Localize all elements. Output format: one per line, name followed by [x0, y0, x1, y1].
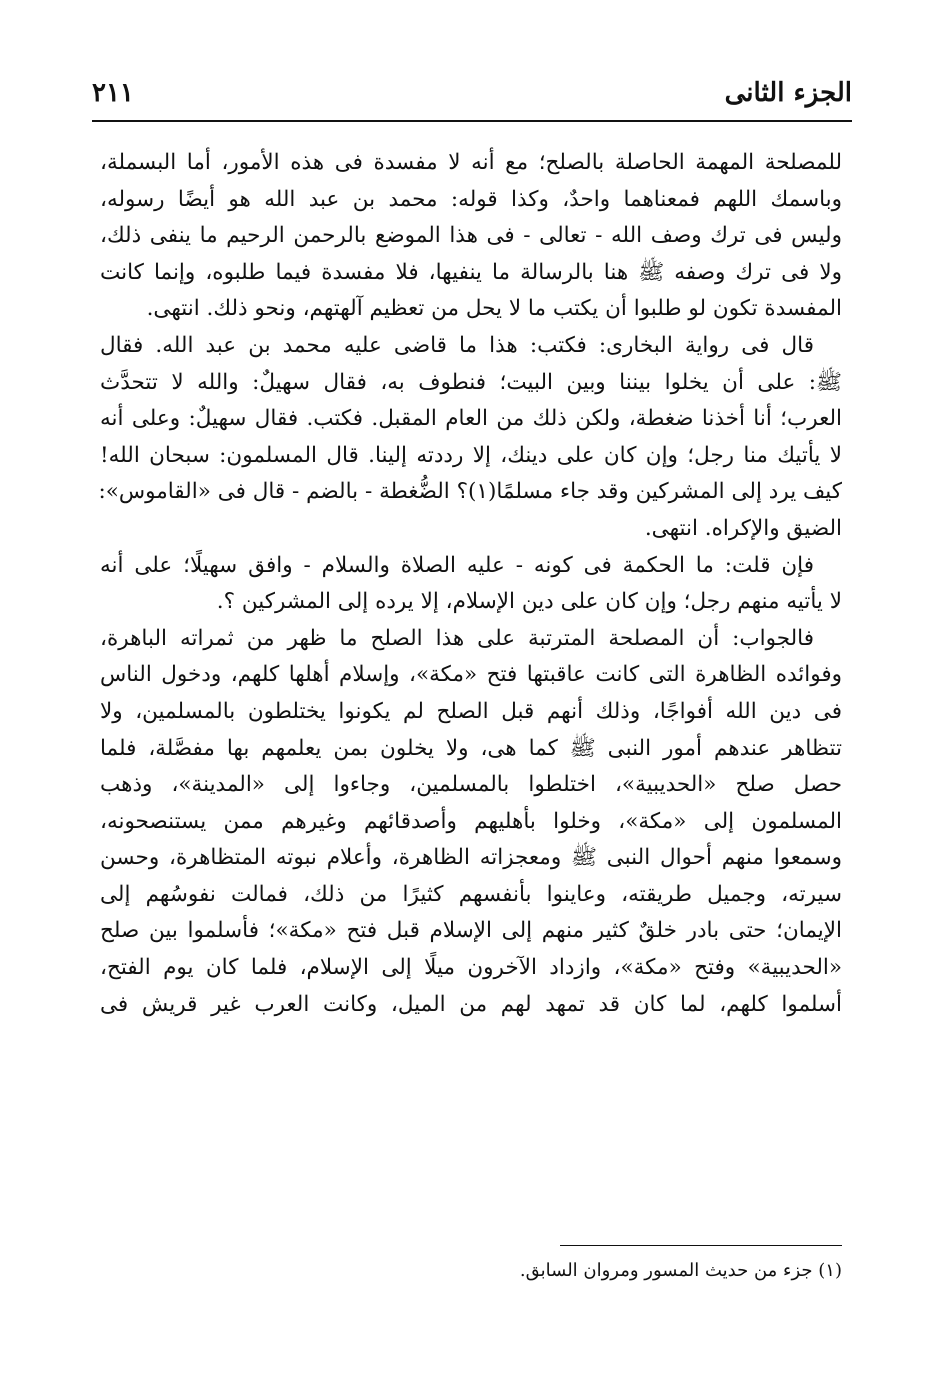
footnote-marker: (١): [818, 1260, 842, 1281]
text-line: لا يأتيه منهم رجل؛ وإن كان على دين الإسلام، إلا يرده إلى المشركين ؟.: [216, 589, 842, 615]
text-line: كيف يرد إلى المشركين وقد جاء مسلمًا(١)؟ الضُّغطة - بالضم - قال فى «القاموس»:: [98, 479, 842, 505]
text-line: ولا فى ترك وصفه ﷺ هنا بالرسالة ما ينفيها، فلا مفسدة فيما طلبوه، وإنما كانت: [100, 259, 842, 285]
text-line: المفسدة تكون لو طلبوا أن يكتب ما لا يحل من تعظيم آلهتهم، ونحو ذلك. انتهى.: [146, 296, 842, 322]
paragraph-1: [100, 145, 842, 328]
header-rule: [92, 120, 852, 122]
text-line: حصل صلح «الحديبية»، اختلطوا بالمسلمين، وجاءوا إلى «المدينة»، وذهب: [100, 772, 842, 798]
text-line: وسمعوا منهم أحوال النبى ﷺ ومعجزاته الظاهرة، وأعلام نبوته المتظاهرة، وحسن: [100, 845, 842, 871]
text-line: الضيق والإكراه. انتهى.: [644, 515, 842, 541]
page-header: [92, 72, 852, 120]
text-line: قال فى رواية البخارى: فكتب: هذا ما قاضى عليه محمد بن عبد الله. فقال: [100, 332, 814, 358]
text-line: تتظاهر عندهم أمور النبى ﷺ كما هى، ولا يخلون بمن يعلمهم بها مفصَّلة، فلما: [100, 735, 842, 761]
text-line: العرب؛ أنا أخذنا ضغطة، ولكن ذلك من العام المقبل. فكتب. فقال سهيلٌ: وعلى أنه: [100, 406, 842, 432]
text-line: المسلمون إلى «مكة»، وخلوا بأهليهم وأصدقائهم وغيرهم ممن يستنصحونه،: [100, 808, 842, 834]
footnote-text: جزء من حديث المسور ومروان السابق.: [519, 1260, 813, 1281]
text-line: فالجواب: أن المصلحة المترتبة على هذا الصلح ما ظهر من ثمراته الباهرة،: [100, 625, 814, 651]
text-line: للمصلحة المهمة الحاصلة بالصلح؛ مع أنه لا مفسدة فى هذه الأمور، أما البسملة،: [100, 150, 842, 175]
paragraph-2: [100, 328, 842, 548]
text-line: وليس فى ترك وصف الله - تعالى - فى هذا الموضع بالرحمن الرحيم ما ينفى ذلك،: [100, 223, 842, 249]
text-line: وفوائده الظاهرة التى كانت عاقبتها فتح «مكة»، وإسلام أهلها كلهم، ودخول الناس: [100, 662, 842, 688]
main-text: [100, 145, 842, 1023]
text-line: سيرته، وجميل طريقته، وعاينوا بأنفسهم كثيرًا من ذلك، فمالت نفوسُهم إلى: [100, 881, 842, 907]
page-number: ٢١١: [92, 78, 134, 108]
text-line: لا يأتيك منا رجل؛ وإن كان على دينك، إلا رددته إلينا. قال المسلمون: سبحان الله!: [100, 442, 842, 468]
text-line: ﷺ: على أن يخلوا بيننا وبين البيت؛ فنطوف به، فقال سهيلٌ: والله لا تتحدَّث: [100, 369, 842, 395]
paragraph-3: [100, 548, 842, 621]
text-line: وباسمك اللهم فمعناهما واحدٌ، وكذا قوله: محمد بن عبد الله هو أيضًا رسوله،: [100, 186, 842, 212]
text-line: فإن قلت: ما الحكمة فى كونه - عليه الصلاة والسلام - وافق سهيلًا؛ على أنه: [100, 552, 814, 578]
text-line: «الحديبية» وفتح «مكة»، وازداد الآخرون ميلًا إلى الإسلام، فلما كان يوم الفتح،: [100, 955, 842, 981]
text-line: الإيمان؛ حتى بادر خلقٌ كثير منهم إلى الإسلام قبل فتح «مكة»؛ فأسلموا بين صلح: [100, 918, 842, 944]
running-title: الجزء الثانى: [724, 78, 852, 108]
text-line: أسلموا كلهم، لما كان قد تمهد لهم من الميل، وكانت العرب غير قريش فى: [100, 991, 842, 1017]
text-line: فى دين الله أفواجًا، وذلك أنهم قبل الصلح لم يكونوا يختلطون بالمسلمين، ولا: [100, 698, 842, 724]
paragraph-4: [100, 621, 842, 1024]
footnote-rule: [560, 1245, 842, 1246]
footnote: [520, 1260, 842, 1281]
